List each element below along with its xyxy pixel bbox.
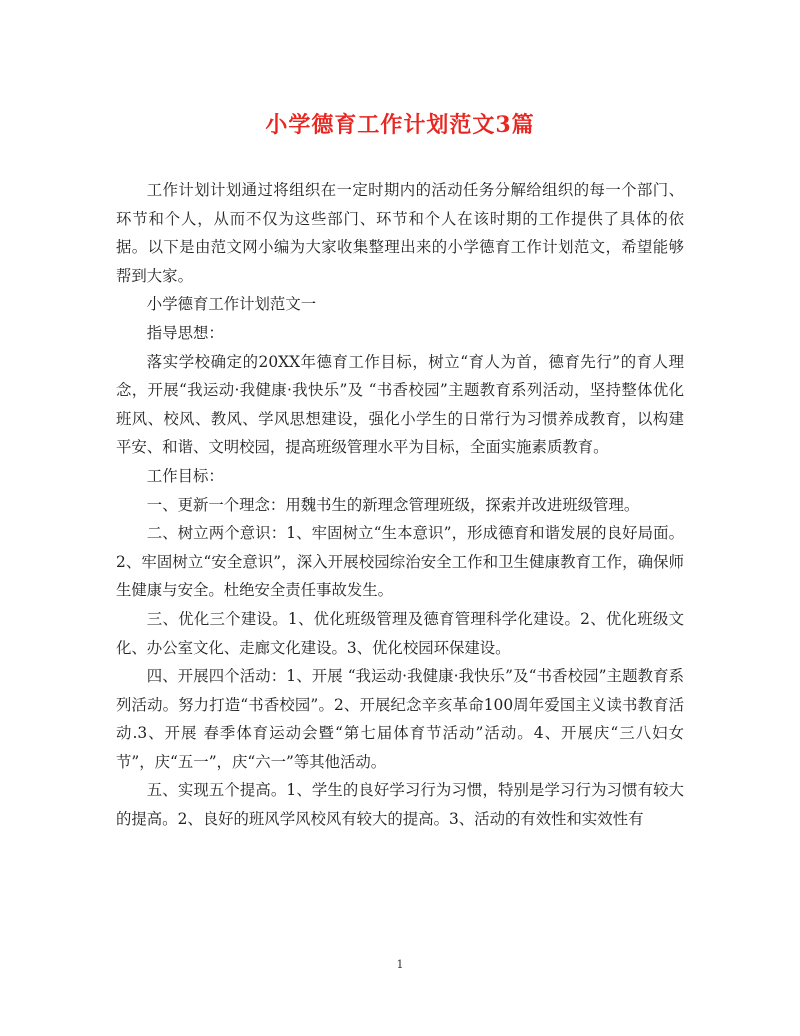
intro-paragraph: 工作计划计划通过将组织在一定时期内的活动任务分解给组织的每一个部门、环节和个人，从而不仅为这些部门、环节和个人在该时期的工作提供了具体的依据。以下是由范文网小编为大家收集整理出来的小学德育工作计划范文，希望能够帮到大家。 [116,181,684,285]
work-goals-heading: 工作目标： [146,466,224,485]
guiding-thought-heading: 指导思想： [146,323,224,342]
goal-two-paragraph: 二、树立两个意识：1、牢固树立“生本意识”，形成德育和谐发展的良好局面。2、牢固树立“安全意识”，深入开展校园综治安全工作和卫生健康教育工作，确保师生健康与安全。杜绝安全责任事故发生。 [116,524,684,600]
goal-four-paragraph: 四、开展四个活动：1、开展 “我运动·我健康·我快乐”及“书香校园”主题教育系列活动。努力打造“书香校园”。2、开展纪念辛亥革命100周年爱国主义读书教育活动.3、开展 春季体育运动会暨“第七届体育节活动”活动。4、开展庆“三八妇女节”，庆“五一”，庆“六一”等其他活动。 [116,667,684,771]
goal-one-paragraph: 一、更新一个理念：用魏书生的新理念管理班级，探索并改进班级管理。 [146,495,640,514]
page-number: 1 [396,958,404,971]
document-title: 小学德育工作计划范文3篇 [265,112,535,138]
goal-five-paragraph: 五、实现五个提高。1、学生的良好学习行为习惯，特别是学习行为习惯有较大的提高。2、良好的班风学风校风有较大的提高。3、活动的有效性和实效性有 [116,781,684,829]
goal-three-paragraph: 三、优化三个建设。1、优化班级管理及德育管理科学化建设。2、优化班级文化、办公室文化、走廊文化建设。3、优化校园环保建设。 [116,609,684,657]
guiding-thought-paragraph: 落实学校确定的20XX年德育工作目标，树立“育人为首，德育先行”的育人理念，开展“我运动·我健康·我快乐”及 “书香校园”主题教育系列活动，坚持整体优化班风、校风、教风、学风思想建设，强化小学生的日常行为习惯养成教育，以构建平安、和谐、文明校园，提高班级管理水平为目标，全面实施素质教育。 [116,352,684,457]
document-body [116,176,684,834]
section-heading-sample-one: 小学德育工作计划范文一 [146,295,317,314]
